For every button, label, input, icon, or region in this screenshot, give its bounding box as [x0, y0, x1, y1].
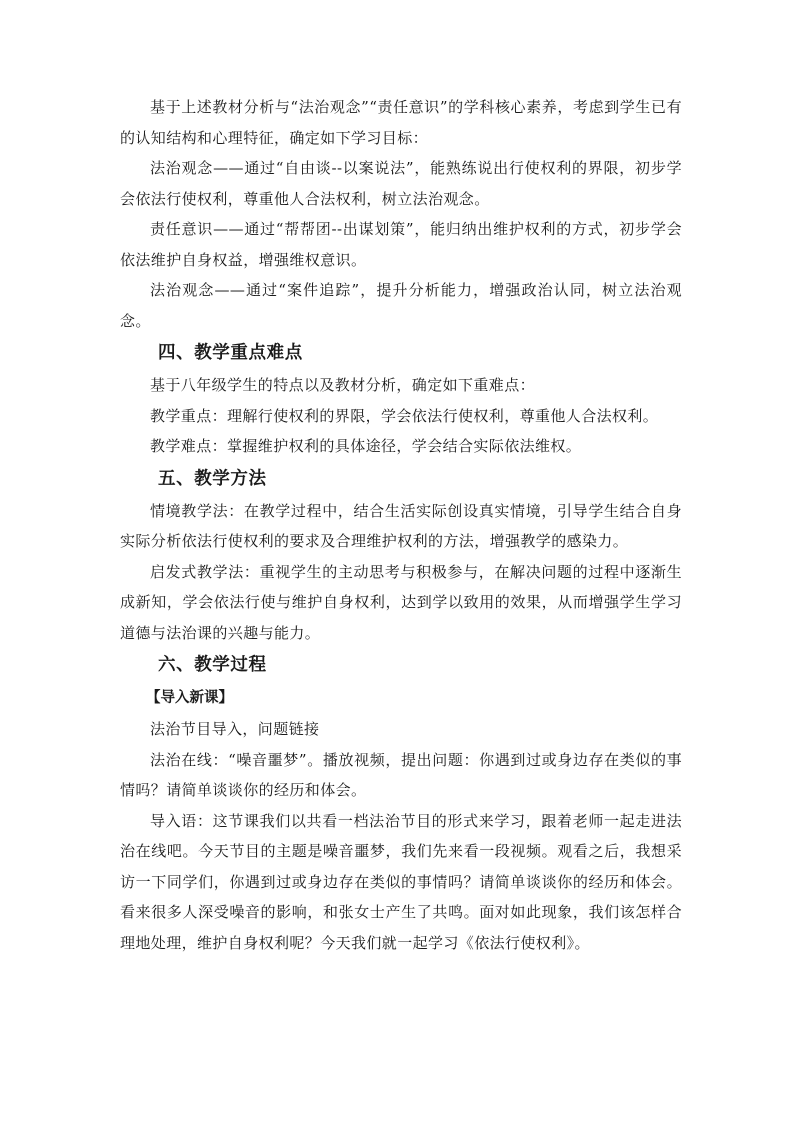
document-page: [120, 92, 682, 958]
program-intro-line: 法治节目导入，问题链接: [150, 720, 320, 738]
heuristic-method-paragraph: 启发式教学法：重视学生的主动思考与积极参与，在解决问题的过程中逐渐生成新知，学会依法行使与维护自身权利，达到学以致用的效果，从而增强学生学习道德与法治课的兴趣与能力。: [120, 562, 682, 642]
objective-rule-of-law-paragraph: 法治观念——通过“自由谈--以案说法”，能熟练说出行使权利的界限，初步学会依法行使权利，尊重他人合法权利，树立法治观念。: [120, 159, 682, 208]
objective-responsibility-paragraph: 责任意识——通过“帮帮团--出谋划策”，能归纳出维护权利的方式，初步学会依法维护自身权益，增强维权意识。: [120, 220, 682, 269]
difficulty-paragraph: 教学难点：掌握维护权利的具体途径，学会结合实际依法维权。: [150, 437, 582, 455]
section-5-heading: 五、教学方法: [158, 468, 267, 489]
section-4-heading: 四、教学重点难点: [158, 343, 303, 363]
lead-in-paragraph: 导入语：这节课我们以共看一档法治节目的形式来学习，跟着老师一起走进法治在线吧。今天节目的主题是噪音噩梦，我们先来看一段视频。观看之后，我想采访一下同学们，你遇到过或身边存在类似的事情吗？请简单谈谈你的经历和体会。看来很多人深受噪音的影响，和张女士产生了共鸣。面对如此现象，我们该怎样合理地处理，维护自身权利呢？今天我们就一起学习《依法行使权利》。: [120, 811, 682, 952]
section-4-intro-paragraph: 基于八年级学生的特点以及教材分析，确定如下重难点：: [150, 376, 536, 394]
objective-case-tracking-paragraph: 法治观念——通过“案件追踪”，提升分析能力，增强政治认同，树立法治观念。: [120, 281, 682, 330]
objectives-intro-paragraph: 基于上述教材分析与“法治观念”“责任意识”的学科核心素养，考虑到学生已有的认知结构和心理特征，确定如下学习目标：: [120, 98, 682, 147]
section-6-heading: 六、教学过程: [158, 655, 267, 675]
key-point-paragraph: 教学重点：理解行使权利的界限，学会依法行使权利，尊重他人合法权利。: [150, 406, 659, 425]
situational-method-paragraph: 情境教学法：在教学过程中，结合生活实际创设真实情境，引导学生结合自身实际分析依法行使权利的要求及合理维护权利的方法，增强教学的感染力。: [120, 501, 682, 550]
law-online-paragraph: 法治在线：“噪音噩梦”。播放视频，提出问题：你遇到过或身边存在类似的事情吗？请简单谈谈你的经历和体会。: [120, 750, 682, 799]
new-lesson-subheading: 【导入新课】: [146, 690, 233, 706]
